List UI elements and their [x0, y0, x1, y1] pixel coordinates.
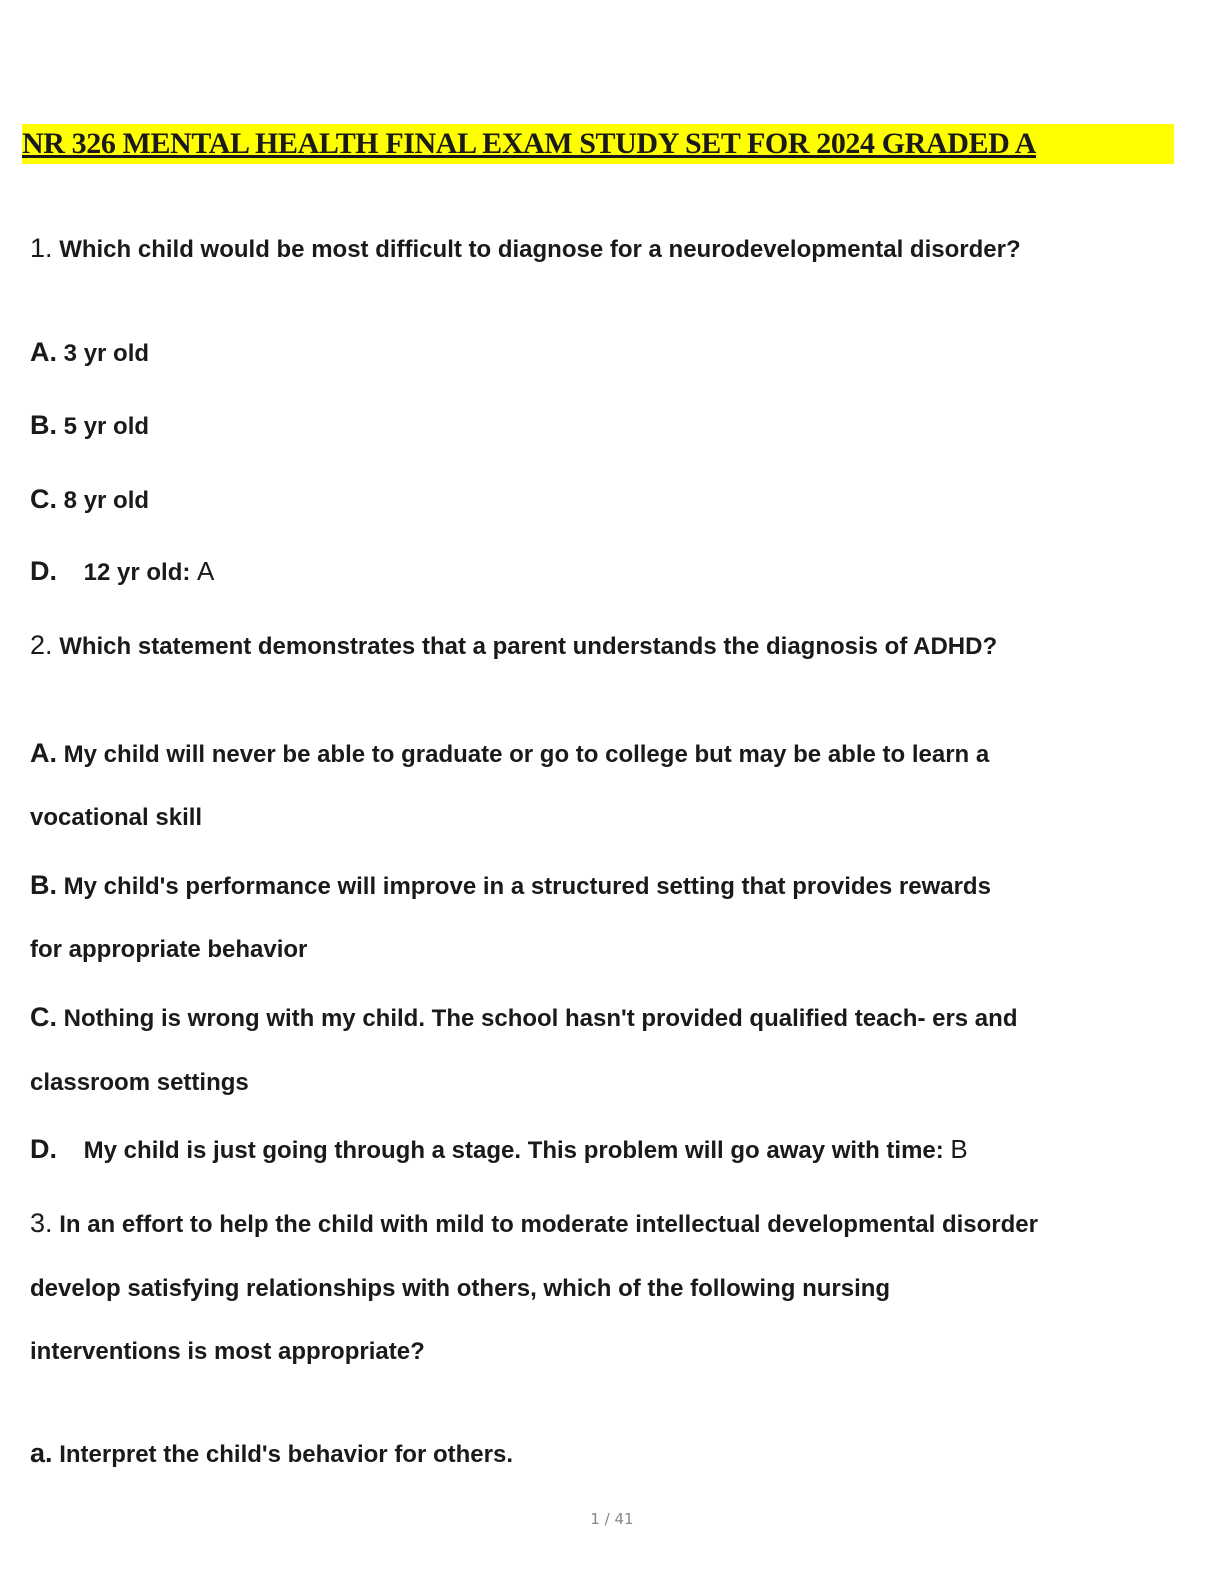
option-2c-continued	[30, 1068, 249, 1098]
question-1	[30, 233, 1021, 265]
option-text: 3 yr old	[63, 340, 150, 367]
answer-key: A	[197, 556, 215, 586]
option-text: for appropriate behavior	[30, 936, 308, 963]
option-2d	[30, 1134, 968, 1166]
question-3-continued	[30, 1274, 890, 1304]
option-letter: D.	[30, 1134, 57, 1164]
answer-key: B	[950, 1134, 968, 1164]
question-number: 3.	[30, 1208, 53, 1238]
option-3a	[30, 1438, 513, 1470]
question-3-continued	[30, 1337, 425, 1367]
option-letter: a.	[30, 1438, 53, 1468]
option-text: 8 yr old	[63, 487, 150, 514]
option-2b-continued	[30, 935, 307, 965]
option-letter: A.	[30, 738, 57, 768]
question-text: Which child would be most difficult to diagnose for a neurodevelopmental disorder?	[59, 236, 1021, 263]
option-2a-continued	[30, 803, 202, 833]
option-text: 5 yr old	[63, 413, 150, 440]
question-3	[30, 1208, 1038, 1240]
option-text: My child will never be able to graduate or go to college but may be able to learn a	[63, 741, 990, 768]
option-text: classroom settings	[30, 1069, 249, 1096]
option-text: My child's performance will improve in a structured setting that provides rewards	[63, 873, 991, 900]
option-letter: C.	[30, 484, 57, 514]
option-1a	[30, 337, 149, 369]
option-text: Nothing is wrong with my child. The school hasn't provided qualified teach- ers and	[63, 1005, 1018, 1032]
option-2b	[30, 870, 991, 902]
option-text: My child is just going through a stage. This problem will go away with time:	[83, 1137, 944, 1164]
option-letter: B.	[30, 870, 57, 900]
question-text: interventions is most appropriate?	[30, 1338, 425, 1365]
question-number: 1.	[30, 233, 53, 263]
page-indicator: 1 / 41	[590, 1510, 634, 1528]
option-text: Interpret the child's behavior for others.	[59, 1441, 513, 1468]
question-2	[30, 630, 997, 662]
question-text: In an effort to help the child with mild to moderate intellectual developmental disorder	[59, 1211, 1038, 1238]
question-number: 2.	[30, 630, 53, 660]
option-letter: A.	[30, 337, 57, 367]
option-letter: B.	[30, 410, 57, 440]
option-letter: D.	[30, 556, 57, 586]
question-text: develop satisfying relationships with others, which of the following nursing	[30, 1275, 891, 1302]
document-title: NR 326 MENTAL HEALTH FINAL EXAM STUDY SET FOR 2024 GRADED A	[22, 124, 1174, 164]
option-letter: C.	[30, 1002, 57, 1032]
option-text: vocational skill	[30, 804, 203, 831]
option-1c	[30, 484, 149, 516]
question-text: Which statement demonstrates that a parent understands the diagnosis of ADHD?	[59, 633, 998, 660]
option-2c	[30, 1002, 1017, 1034]
option-2a	[30, 738, 989, 770]
option-text: 12 yr old:	[83, 559, 191, 586]
option-1d	[30, 556, 214, 588]
option-1b	[30, 410, 149, 442]
